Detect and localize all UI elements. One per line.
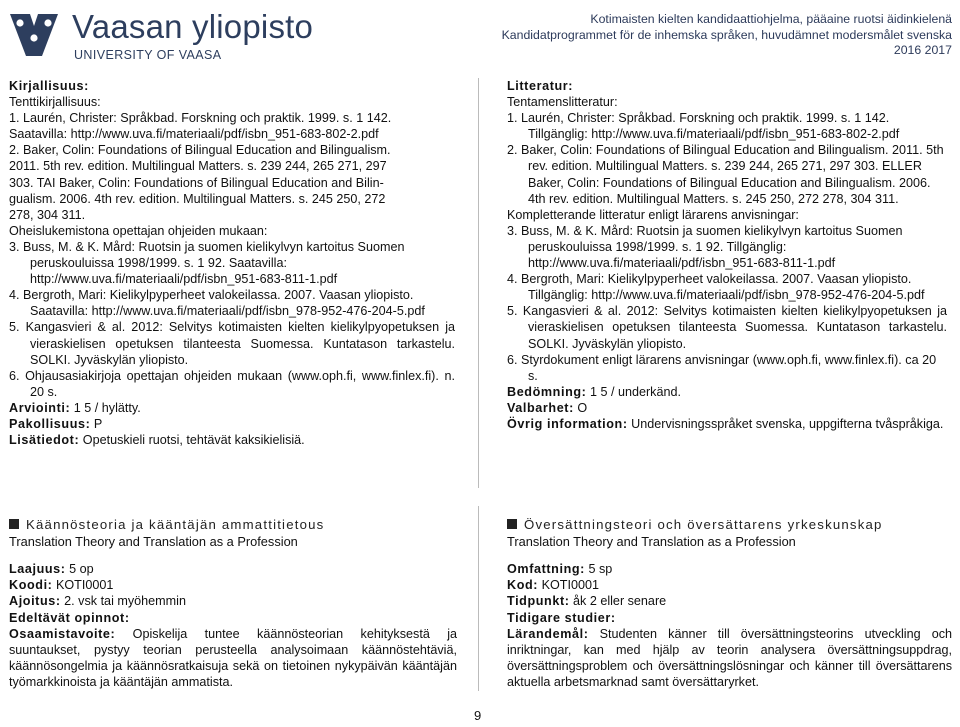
larandemal-row	[507, 626, 952, 691]
left-literature-column	[9, 78, 455, 448]
right-literature-column	[507, 78, 947, 432]
omfattning-row	[507, 561, 952, 577]
lit-item-2: 2. Baker, Colin: Foundations of Bilingual Education and Bilingualism.	[9, 143, 391, 158]
ovrig-value: Undervisningsspråket svenska, uppgifterna tvåspråkiga.	[631, 416, 944, 431]
koodi-label: Koodi:	[9, 578, 53, 593]
litteratur-heading: Litteratur:	[507, 79, 574, 93]
edeltavat-label: Edeltävät opinnot:	[9, 610, 130, 625]
compulsory-value: P	[93, 416, 103, 431]
program-name-fi: Kotimaisten kielten kandidaattiohjelma, pääaine ruotsi äidinkielenä	[590, 12, 952, 26]
compulsory-label: Pakollisuus:	[9, 416, 91, 431]
kompletterande-heading: Kompletterande litteratur enligt lärarens anvisningar:	[507, 207, 799, 222]
lit-item-1: 1. Laurén, Christer: Språkbad. Forskning och praktik. 1999. s. 1 142.	[9, 111, 392, 126]
course-title-right	[507, 516, 952, 550]
omfattning-value: 5 sp	[588, 562, 613, 576]
supplementary-heading: Oheislukemistona opettajan ohjeiden mukaan:	[9, 223, 268, 238]
tentamen-heading: Tentamenslitteratur:	[507, 95, 618, 110]
course-details-left	[9, 561, 457, 691]
omfattning-label: Omfattning:	[507, 562, 585, 576]
assessment-label: Arviointi:	[9, 400, 71, 415]
larandemal-value: Studenten känner till översättningsteorins utveckling och inriktningar, kan med hjälp av teorin analysera översättningsuppdrag, översättningsproblem och översättningslösningar och känner till översättarens aktuella arbetsmarknad samt översättaryrket.	[507, 626, 953, 690]
ajoitus-value: 2. vsk tai myöhemmin	[64, 594, 186, 609]
academic-year: 2016 2017	[893, 43, 952, 57]
valbarhet-value: O	[577, 400, 588, 415]
lit-item-4: 4. Bergroth, Mari: Kielikylpyperheet valokeilassa. 2007. Vaasan yliopisto. Saatavilla: http://www.uva.fi/materiaali/pdf/isbn_978-952-476-204-5.pdf	[9, 288, 425, 319]
kod-row	[507, 577, 952, 593]
university-logo-mark-icon	[6, 10, 62, 60]
osaamis-value: Opiskelija tuntee käännösteorian kehityksestä ja suuntaukset, pystyy teorian perusteella analysoimaan käännöstehtäviä, käännösongelmia ja käännösratkaisuja sekä on tietoinen nykypäivän kääntäjän työmarkkinoista ja kääntäjän ammatista.	[9, 626, 457, 690]
university-logo	[6, 6, 314, 64]
lit-item-2-line2: 2011. 5th rev. edition. Multilingual Matters. s. 239 244, 265 271, 297	[9, 159, 387, 174]
tidpunkt-label: Tidpunkt:	[507, 594, 570, 609]
additional-info-label: Lisätiedot:	[9, 433, 80, 448]
column-divider-bottom	[478, 506, 479, 691]
course-subtitle-sv: Translation Theory and Translation as a Profession	[507, 534, 796, 549]
course-title-left	[9, 516, 459, 550]
bullet-square-icon	[9, 519, 19, 529]
literature-heading: Kirjallisuus:	[9, 79, 89, 93]
compulsory-row	[9, 416, 455, 432]
bedomning-row	[507, 384, 947, 400]
logo-name: Vaasan yliopisto	[72, 8, 314, 45]
tidpunkt-row	[507, 593, 952, 609]
tidigare-label: Tidigare studier:	[507, 610, 616, 625]
lit-item-6: 6. Ohjausasiakirjoja opettajan ohjeiden mukaan (www.oph.fi, www.finlex.fi). n. 20 s.	[9, 368, 455, 399]
course-heading-fi	[9, 516, 459, 533]
ajoitus-row	[9, 593, 457, 609]
logo-subtitle: UNIVERSITY OF VAASA	[74, 48, 222, 62]
bullet-square-icon	[507, 519, 517, 529]
larandemal-label: Lärandemål:	[507, 626, 589, 641]
litt-item-5: 5. Kangasvieri & al. 2012: Selvitys kotimaisten kielten kielikylpyopetuksen ja vieraskielisen opetuksen tilanteesta Suomessa. Kuntatason tarkastelu. SOLKI. Jyväskylän yliopisto.	[507, 304, 947, 351]
lit-item-2-line3: 303. TAI Baker, Colin: Foundations of Bilingual Education and Bilin-	[9, 175, 384, 190]
ovrig-label: Övrig information:	[507, 416, 628, 431]
lit-item-3: 3. Buss, M. & K. Mård: Ruotsin ja suomen kielikylvyn kartoitus Suomen peruskouluissa 1998/1999. s. 1 92. Saatavilla: http://www.uva.fi/materiaali/pdf/isbn_951-683-811-1.pdf	[9, 239, 405, 287]
ajoitus-label: Ajoitus:	[9, 594, 61, 609]
litt-item-1: 1. Laurén, Christer: Språkbad. Forskning och praktik. 1999. s. 1 142. Tillgänglig: http://www.uva.fi/materiaali/pdf/isbn_951-683-802-2.pdf	[507, 111, 900, 142]
page-number: 9	[474, 708, 482, 723]
kod-value: KOTI0001	[541, 578, 599, 593]
ovrig-row	[507, 416, 947, 432]
column-divider-top	[478, 78, 479, 488]
course-subtitle-fi: Translation Theory and Translation as a Profession	[9, 534, 298, 549]
litt-item-3: 3. Buss, M. & K. Mård: Ruotsin ja suomen kielikylvyn kartoitus Suomen peruskouluissa 1998/1999. s. 1 92. Tillgänglig: http://www.uva.fi/materiaali/pdf/isbn_951-683-811-1.pdf	[507, 223, 903, 271]
litt-item-6: 6. Styrdokument enligt lärarens anvisningar (www.oph.fi, www.finlex.fi). ca 20 s.	[507, 352, 937, 383]
osaamis-label: Osaamistavoite:	[9, 626, 116, 641]
osaamis-row	[9, 626, 457, 691]
assessment-row	[9, 400, 455, 416]
edeltavat-row	[9, 610, 457, 626]
page-header	[0, 0, 960, 70]
laajuus-label: Laajuus:	[9, 562, 66, 576]
program-info	[502, 12, 952, 59]
laajuus-value: 5 op	[69, 562, 94, 576]
kod-label: Kod:	[507, 578, 539, 593]
litt-item-4: 4. Bergroth, Mari: Kielikylpyperheet valokeilassa. 2007. Vaasan yliopisto. Tillgänglig: http://www.uva.fi/materiaali/pdf/isbn_978-952-476-204-5.pdf	[507, 272, 925, 303]
program-name-sv: Kandidatprogrammet för de inhemska språken, huvudämnet modersmålet svenska	[501, 27, 952, 42]
course-title-fi: Käännösteoria ja kääntäjän ammattitietous	[26, 517, 325, 532]
course-heading-sv	[507, 516, 952, 533]
bedomning-label: Bedömning:	[507, 384, 587, 399]
laajuus-row	[9, 561, 457, 577]
additional-info-value: Opetuskieli ruotsi, tehtävät kaksikielisiä.	[82, 433, 305, 448]
valbarhet-row	[507, 400, 947, 416]
tidpunkt-value: åk 2 eller senare	[573, 594, 667, 609]
lit-item-5: 5. Kangasvieri & al. 2012: Selvitys kotimaisten kielten kielikylpyopetuksen ja vieraskielisen opetuksen tilanteesta Suomessa. Kuntatason tarkastelu. SOLKI. Jyväskylän yliopisto.	[9, 320, 455, 367]
lit-item-2-line5: 278, 304 311.	[9, 207, 86, 222]
koodi-row	[9, 577, 457, 593]
valbarhet-label: Valbarhet:	[507, 400, 574, 415]
course-details-right	[507, 561, 952, 691]
assessment-value: 1 5 / hylätty.	[73, 400, 141, 415]
koodi-value: KOTI0001	[55, 578, 114, 593]
lit-item-1-link: Saatavilla: http://www.uva.fi/materiaali/pdf/isbn_951-683-802-2.pdf	[9, 127, 379, 142]
litt-item-2: 2. Baker, Colin: Foundations of Bilingual Education and Bilingualism. 2011. 5th rev. edition. Multilingual Matters. s. 239 244, 265 271, 297 303. ELLER Baker, Colin: Foundations of Bilingual Education and Bilingualism. 2006. 4th rev. edition. Multilingual Matters. s. 245 250, 272 278, 304 311.	[507, 143, 944, 206]
course-title-sv: Översättningsteori och översättarens yrkeskunskap	[524, 517, 883, 532]
lit-item-2-line4: gualism. 2006. 4th rev. edition. Multilingual Matters. s. 245 250, 272	[9, 191, 386, 206]
additional-info-row	[9, 432, 455, 448]
tidigare-row	[507, 610, 952, 626]
bedomning-value: 1 5 / underkänd.	[589, 384, 681, 399]
exam-literature-heading: Tenttikirjallisuus:	[9, 95, 101, 110]
